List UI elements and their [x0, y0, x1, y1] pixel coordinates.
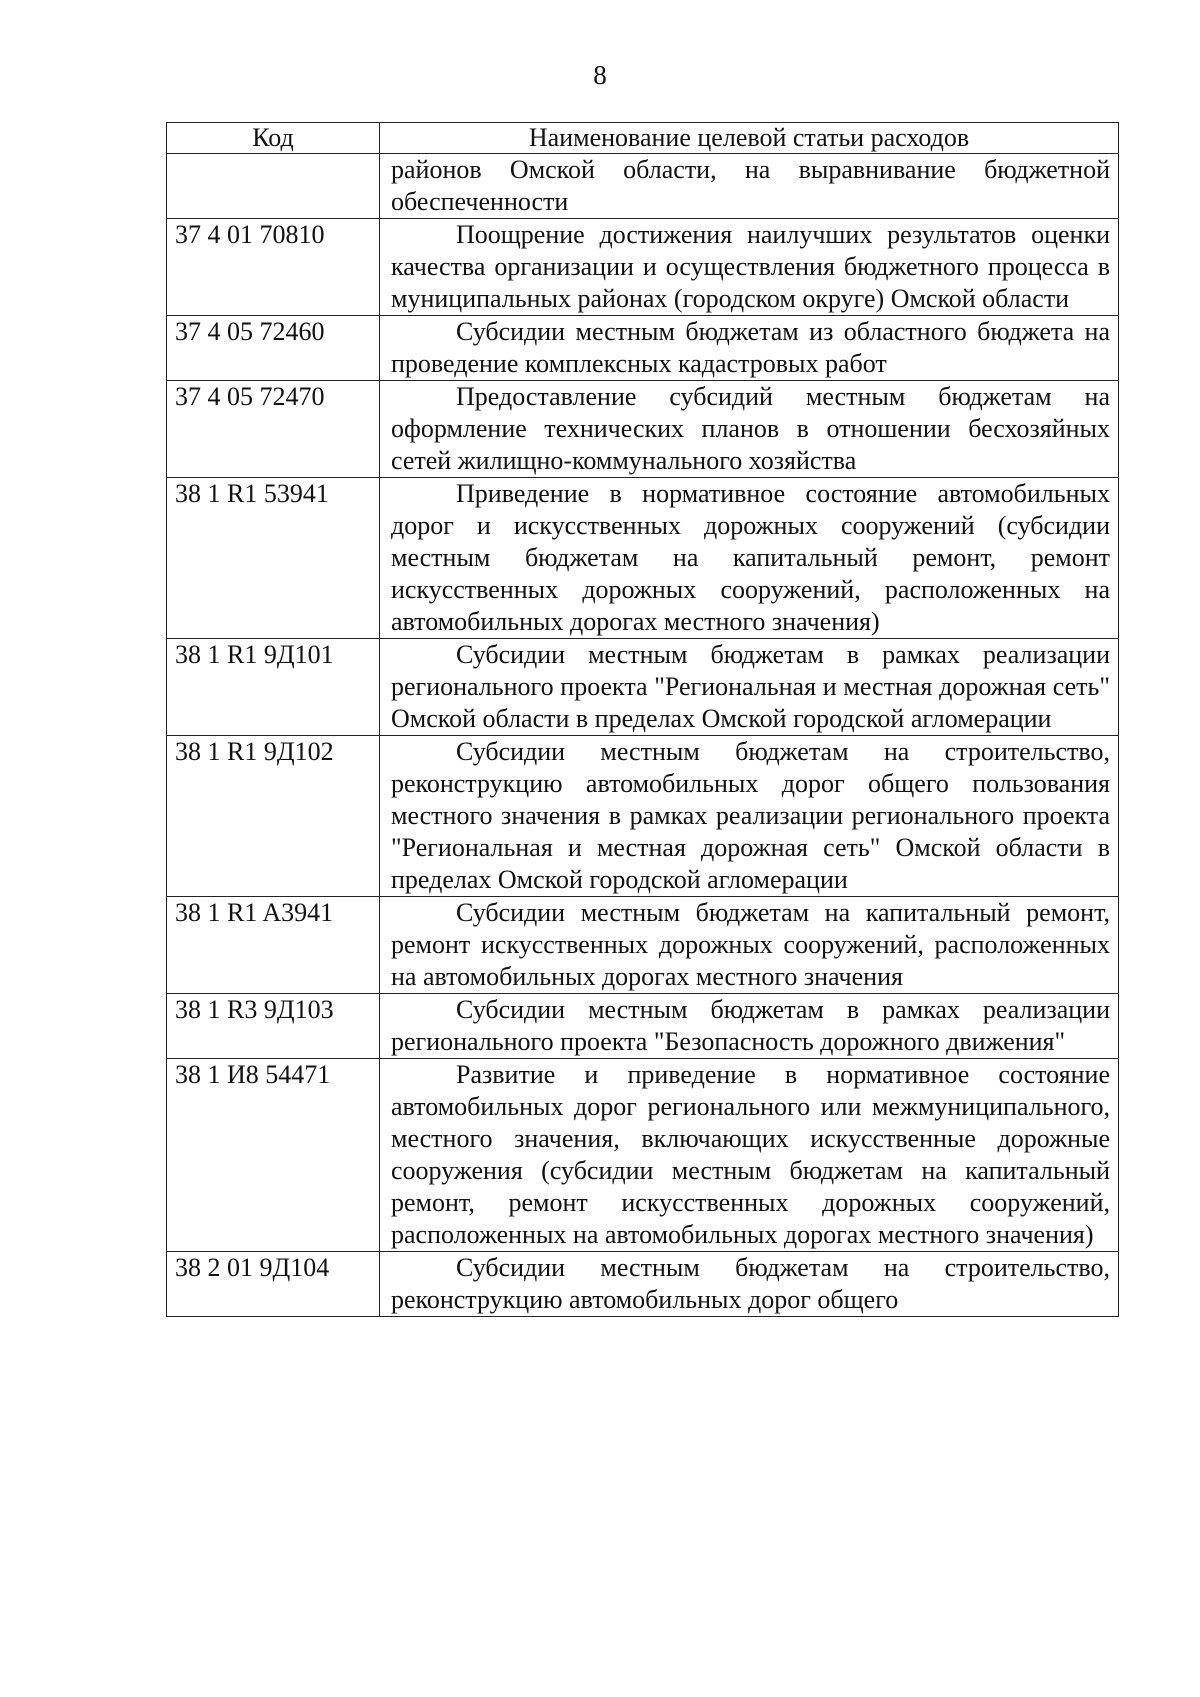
table-row [167, 639, 1119, 736]
code-cell: 37 4 05 72460 [167, 316, 380, 381]
code-cell: 38 1 R1 53941 [167, 478, 380, 639]
name-cell: Предоставление субсидий местным бюджетам на оформление технических планов в отношении бесхозяйных сетей жилищно-коммунального хозяйства [380, 381, 1119, 478]
table-row [167, 316, 1119, 381]
code-cell: 38 1 R1 9Д101 [167, 639, 380, 736]
header-code: Код [167, 123, 380, 154]
table-header-row [167, 123, 1119, 154]
name-cell: Субсидии местным бюджетам в рамках реализации регионального проекта "Безопасность дорожного движения" [380, 994, 1119, 1059]
name-cell: Субсидии местным бюджетам из областного бюджета на проведение комплексных кадастровых работ [380, 316, 1119, 381]
code-cell: 38 1 R1 A3941 [167, 897, 380, 994]
table-row [167, 1059, 1119, 1252]
name-cell: Субсидии местным бюджетам на строительство, реконструкцию автомобильных дорог общего пользования местного значения в рамках реализации регионального проекта "Региональная и местная дорожная сеть" Омской области в пределах Омской городской агломерации [380, 736, 1119, 897]
table-row [167, 219, 1119, 316]
name-cell: Субсидии местным бюджетам на капитальный ремонт, ремонт искусственных дорожных сооружений, расположенных на автомобильных дорогах местного значения [380, 897, 1119, 994]
table-row [167, 1252, 1119, 1317]
name-cell: Приведение в нормативное состояние автомобильных дорог и искусственных дорожных сооружений (субсидии местным бюджетам на капитальный ремонт, ремонт искусственных дорожных сооружений, расположенных на автомобильных дорогах местного значения) [380, 478, 1119, 639]
header-name: Наименование целевой статьи расходов [380, 123, 1119, 154]
budget-table [166, 122, 1119, 1317]
code-cell: 37 4 05 72470 [167, 381, 380, 478]
table-row [167, 736, 1119, 897]
name-cell: районов Омской области, на выравнивание бюджетной обеспеченности [380, 154, 1119, 219]
code-cell: 38 1 И8 54471 [167, 1059, 380, 1252]
code-cell: 38 1 R3 9Д103 [167, 994, 380, 1059]
code-cell: 37 4 01 70810 [167, 219, 380, 316]
code-cell-empty [167, 154, 380, 219]
name-cell: Поощрение достижения наилучших результатов оценки качества организации и осуществления бюджетного процесса в муниципальных районах (городском округе) Омской области [380, 219, 1119, 316]
table-row [167, 478, 1119, 639]
page-number: 8 [593, 60, 607, 90]
table-row [167, 897, 1119, 994]
code-cell: 38 2 01 9Д104 [167, 1252, 380, 1317]
code-cell: 38 1 R1 9Д102 [167, 736, 380, 897]
name-cell: Субсидии местным бюджетам на строительство, реконструкцию автомобильных дорог общего [380, 1252, 1119, 1317]
table-row-continuation [167, 154, 1119, 219]
table-row [167, 994, 1119, 1059]
name-cell: Развитие и приведение в нормативное состояние автомобильных дорог регионального или межмуниципального, местного значения, включающих искусственные дорожные сооружения (субсидии местным бюджетам на капитальный ремонт, ремонт искусственных дорожных сооружений, расположенных на автомобильных дорогах местного значения) [380, 1059, 1119, 1252]
table-row [167, 381, 1119, 478]
name-cell: Субсидии местным бюджетам в рамках реализации регионального проекта "Региональная и местная дорожная сеть" Омской области в пределах Омской городской агломерации [380, 639, 1119, 736]
